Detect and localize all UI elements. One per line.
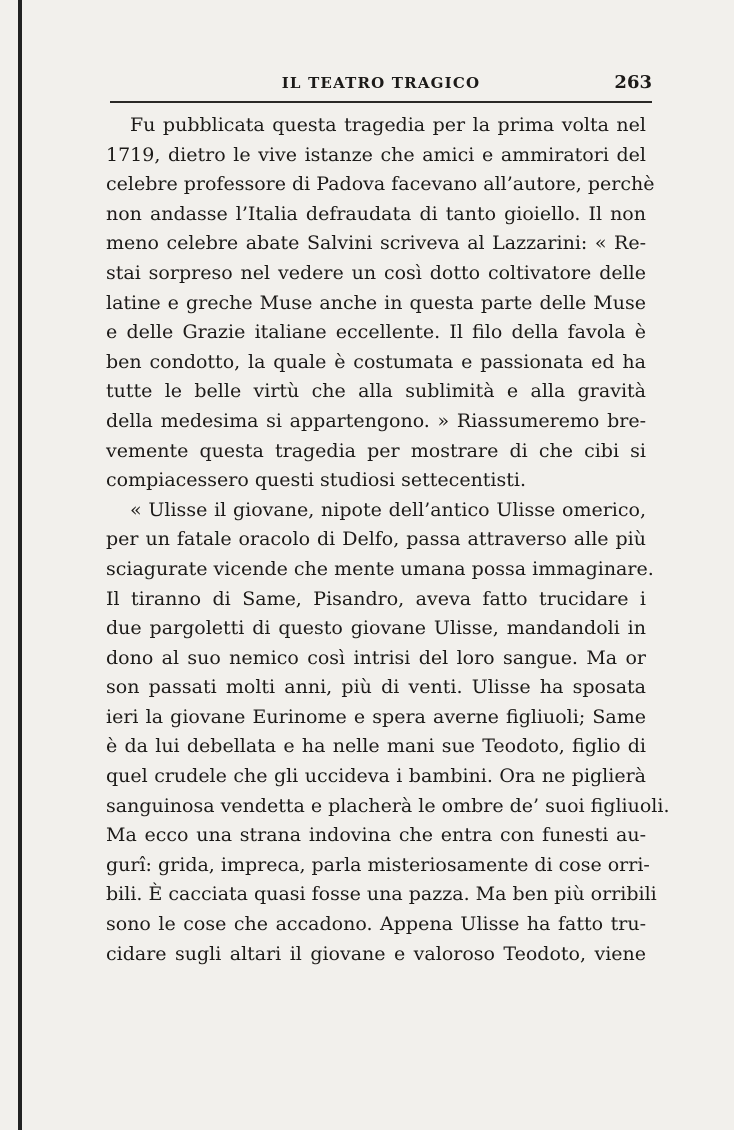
text-line: sciagurate vicende che mente umana possa immaginare.: [106, 557, 654, 580]
text-line: Il tiranno di Same, Pisandro, aveva fatto trucidare i: [106, 587, 646, 610]
text-line: tutte le belle virtù che alla sublimità e alla gravità: [106, 380, 646, 403]
text-line: latine e greche Muse anche in questa parte delle Muse: [106, 291, 646, 314]
page-binding-edge: [18, 0, 22, 1130]
text-line: è da lui debellata e ha nelle mani sue Teodoto, figlio di: [106, 735, 646, 758]
text-line: gurî: grida, impreca, parla misteriosamente di cose orri-: [106, 853, 650, 876]
text-line: stai sorpreso nel vedere un così dotto coltivatore delle: [106, 261, 646, 284]
body-text: [106, 111, 670, 969]
running-head: [110, 72, 652, 96]
text-line: son passati molti anni, più di venti. Ulisse ha sposata: [106, 676, 646, 699]
text-line: 1719, dietro le vive istanze che amici e ammiratori del: [106, 143, 646, 166]
text-line: della medesima si appartengono. » Riassumeremo bre-: [106, 409, 646, 432]
text-line: ieri la giovane Eurinome e spera averne figliuoli; Same: [106, 705, 646, 728]
text-line: meno celebre abate Salvini scriveva al Lazzarini: « Re-: [106, 232, 646, 255]
text-line: bili. È cacciata quasi fosse una pazza. Ma ben più orribili: [106, 883, 657, 906]
text-line: celebre professore di Padova facevano all’autore, perchè: [106, 173, 655, 196]
text-line: Ma ecco una strana indovina che entra con funesti au-: [106, 824, 646, 847]
text-line: vemente questa tragedia per mostrare di che cibi si: [106, 439, 646, 462]
text-line: e delle Grazie italiane eccellente. Il filo della favola è: [106, 321, 646, 344]
text-line: compiacessero questi studiosi settecentisti.: [106, 469, 527, 492]
text-line: sanguinosa vendetta e placherà le ombre de’ suoi figliuoli.: [106, 794, 670, 817]
page-number: 263: [614, 72, 652, 93]
text-line: ben condotto, la quale è costumata e passionata ed ha: [106, 350, 646, 373]
text-line: Fu pubblicata questa tragedia per la prima volta nel: [130, 114, 646, 136]
text-line: « Ulisse il giovane, nipote dell’antico Ulisse omerico,: [130, 498, 646, 521]
text-line: dono al suo nemico così intrisi del loro sangue. Ma or: [106, 646, 646, 669]
text-line: non andasse l’Italia defraudata di tanto gioiello. Il non: [106, 202, 646, 225]
header-rule: [110, 101, 652, 103]
text-line: quel crudele che gli uccideva i bambini. Ora ne piglierà: [106, 765, 646, 788]
text-line: cidare sugli altari il giovane e valoroso Teodoto, viene: [106, 942, 646, 965]
text-line: per un fatale oracolo di Delfo, passa attraverso alle più: [106, 528, 646, 551]
text-line: due pargoletti di questo giovane Ulisse, mandandoli in: [106, 617, 646, 640]
running-title: IL TEATRO TRAGICO: [281, 74, 481, 92]
text-line: sono le cose che accadono. Appena Ulisse ha fatto tru-: [106, 913, 646, 936]
